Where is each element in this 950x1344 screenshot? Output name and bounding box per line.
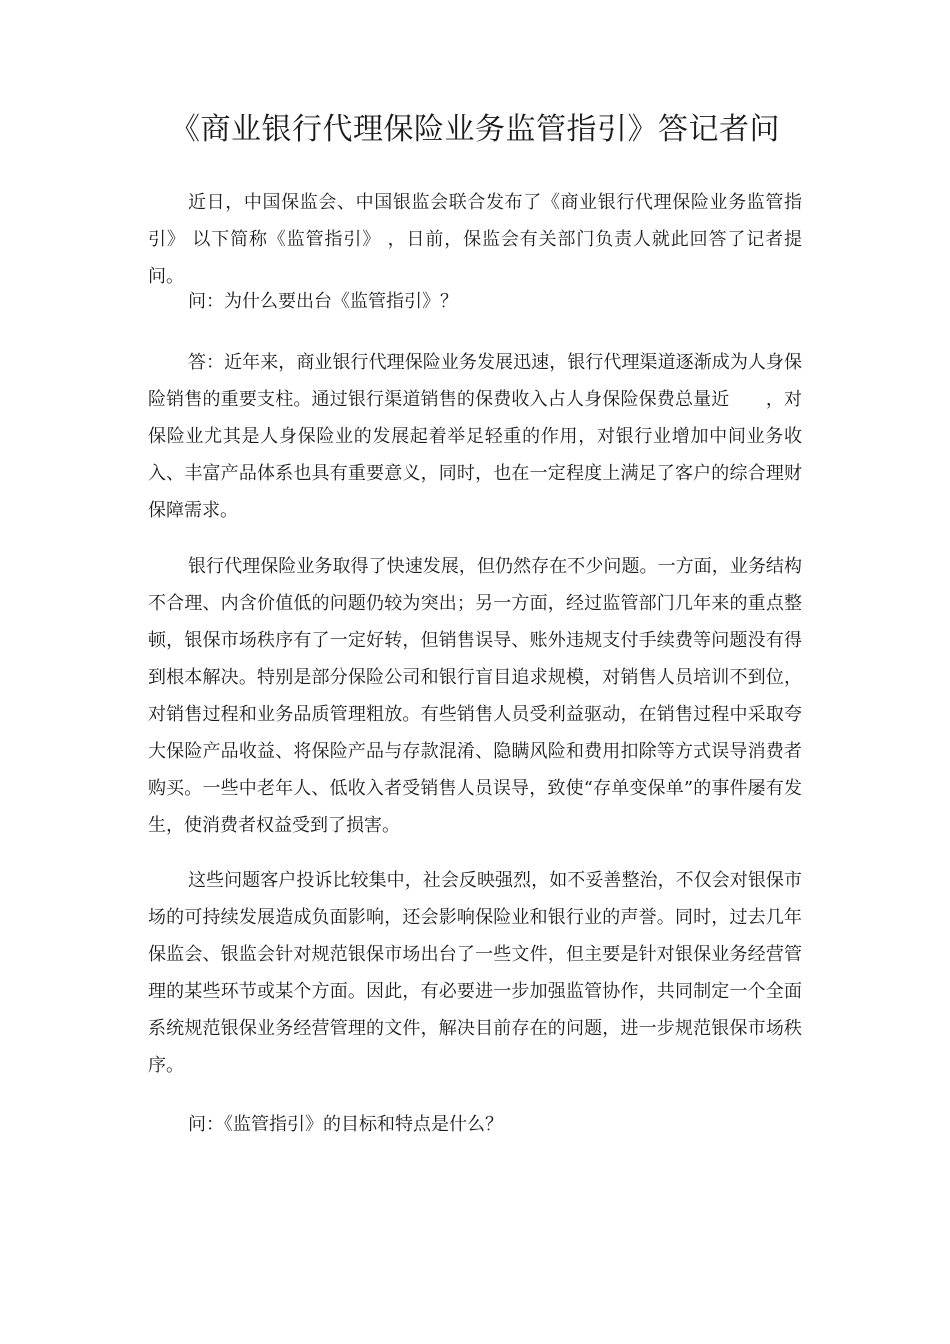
answer-1-paragraph-3: 这些问题客户投诉比较集中，社会反映强烈，如不妥善整治，不仅会对银保市场的可持续发展造成负面影响，还会影响保险业和银行业的声誉。同时，过去几年保监会、银监会针对规范银保市场出台了一些文件，但主要是针对银保业务经营管理的某些环节或某个方面。因此，有必要进一步加强监管协作，共同制定一个全面系统规范银保业务经营管理的文件，解决目前存在的问题，进一步规范银保市场秩序。	[148, 870, 802, 1076]
question-1: 问：为什么要出台《监管指引》？	[188, 291, 458, 312]
question-2: 问：《监管指引》的目标和特点是什么？	[188, 1114, 503, 1135]
answer-1-paragraph-2: 银行代理保险业务取得了快速发展，但仍然存在不少问题。一方面，业务结构不合理、内含价值低的问题仍较为突出；另一方面，经过监管部门几年来的重点整顿，银保市场秩序有了一定好转，但销售误导、账外违规支付手续费等问题没有得到根本解决。特别是部分保险公司和银行盲目追求规模，对销售人员培训不到位，对销售过程和业务品质管理粗放。有些销售人员受利益驱动，在销售过程中采取夸大保险产品收益、将保险产品与存款混淆、隐瞒风险和费用扣除等方式误导消费者购买。一些中老年人、低收入者受销售人员误导，致使“存单变保单”的事件屡有发生，使消费者权益受到了损害。	[148, 556, 802, 836]
intro-paragraph: 近日，中国保监会、中国银监会联合发布了《商业银行代理保险业务监管指引》 以下简称《监管指引》 ，日前，保监会有关部门负责人就此回答了记者提问。	[148, 192, 802, 287]
answer-1-paragraph-1: 答：近年来，商业银行代理保险业务发展迅速，银行代理渠道逐渐成为人身保险销售的重要支柱。通过银行渠道销售的保费收入占人身保险保费总量近 ，对保险业尤其是人身保险业的发展起着举足轻重的作用，对银行业增加中间业务收入、丰富产品体系也具有重要意义，同时，也在一定程度上满足了客户的综合理财保障需求。	[148, 352, 802, 521]
document-title: 《商业银行代理保险业务监管指引》答记者问	[170, 112, 780, 147]
